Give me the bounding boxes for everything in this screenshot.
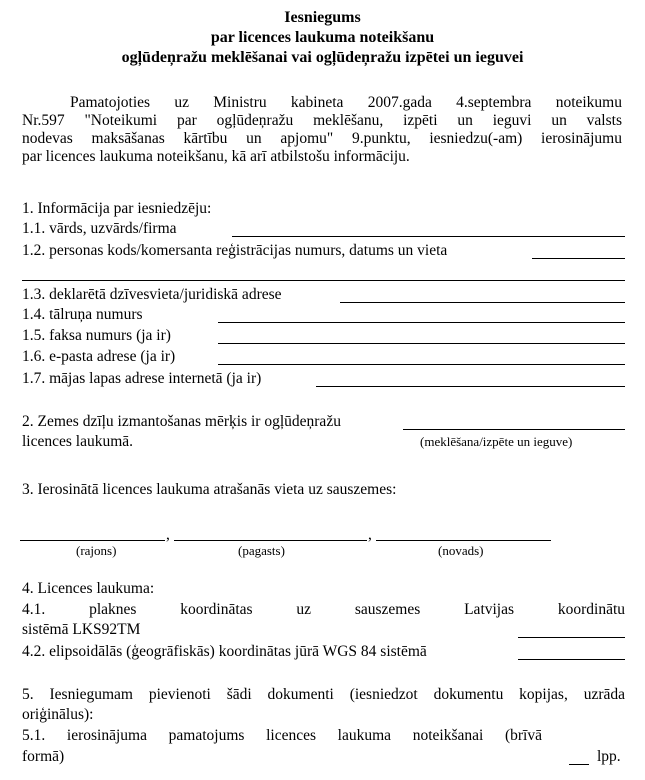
field-line-name[interactable] <box>232 236 625 237</box>
field-line-sea-coords[interactable] <box>518 659 625 660</box>
field-line-plane-coords[interactable] <box>518 637 625 638</box>
section-2-purpose: 2. Zemes dzīļu izmantošanas mērķis ir ogļūdeņražu <box>22 413 341 430</box>
intro-line: nodevas maksāšanas kārtību un apjomu" 9.punktu, iesniedzu(-am) ierosinājumu <box>22 130 622 147</box>
pages-label: lpp. <box>597 748 621 765</box>
field-line-pagasts[interactable] <box>174 540 367 541</box>
justification-line: 5.1. ierosinājuma pamatojums licences laukuma noteikšanai (brīvā <box>22 727 542 744</box>
section-5-heading <box>22 686 625 704</box>
field-line-page-count[interactable] <box>569 764 589 765</box>
field-label-phone: 1.4. tālruņa numurs <box>22 306 143 323</box>
field-line-purpose[interactable] <box>403 429 625 430</box>
intro-paragraph <box>22 94 622 166</box>
caption-rajons: (rajons) <box>76 543 117 558</box>
field-line-novads[interactable] <box>376 540 551 541</box>
field-label-registration: 1.2. personas kods/komersanta reģistrācijas numurs, datums un vieta <box>22 242 448 259</box>
comma: , <box>166 526 170 543</box>
field-label-plane-coords <box>22 601 625 619</box>
field-label-fax: 1.5. faksa numurs (ja ir) <box>22 327 171 344</box>
document-title: Iesniegums <box>284 9 361 26</box>
caption-pagasts: (pagasts) <box>238 543 285 558</box>
section-2-purpose-cont: licences laukumā. <box>22 433 134 450</box>
caption-novads: (novads) <box>438 543 484 558</box>
section-5-line-2: oriģinālus): <box>22 706 94 723</box>
document-subtitle-2: ogļūdeņražu meklēšanai vai ogļūdeņražu izpētei un ieguvei <box>121 49 524 66</box>
section-4-heading: 4. Licences laukuma: <box>22 580 155 597</box>
intro-line: Pamatojoties uz Ministru kabineta 2007.gada 4.septembra noteikumu <box>70 94 622 111</box>
document-subtitle: par licences laukuma noteikšanu <box>210 29 435 46</box>
justification-line-2: formā) <box>22 748 65 765</box>
field-label-name: 1.1. vārds, uzvārds/firma <box>22 220 177 237</box>
field-line-registration[interactable] <box>532 258 625 259</box>
plane-coords-line-2: sistēmā LKS92TM <box>22 621 141 638</box>
field-line-rajons[interactable] <box>20 540 165 541</box>
field-line-registration-cont[interactable] <box>22 280 625 281</box>
plane-coords-line: 4.1. plaknes koordinātas uz sauszemes Latvijas koordinātu <box>22 601 625 618</box>
field-line-email[interactable] <box>218 364 625 365</box>
intro-line: Nr.597 "Noteikumi par ogļūdeņražu meklēšanu, izpēti un ieguvi un valsts <box>22 112 622 129</box>
field-label-sea-coords: 4.2. elipsoidālās (ģeogrāfiskās) koordinātas jūrā WGS 84 sistēmā <box>22 643 427 660</box>
field-line-phone[interactable] <box>218 322 625 323</box>
section-3-heading: 3. Ierosinātā licences laukuma atrašanās vieta uz sauszemes: <box>22 481 397 498</box>
field-line-fax[interactable] <box>218 343 625 344</box>
intro-line: par licences laukuma noteikšanu, kā arī atbilstošu informāciju. <box>22 148 410 165</box>
field-line-website[interactable] <box>316 386 625 387</box>
comma: , <box>368 526 372 543</box>
field-line-address[interactable] <box>340 302 625 303</box>
field-label-justification <box>22 727 542 745</box>
purpose-caption: (meklēšana/izpēte un ieguve) <box>420 434 573 449</box>
section-5-line: 5. Iesniegumam pievienoti šādi dokumenti (iesniedzot dokumentu kopijas, uzrāda <box>22 686 625 703</box>
section-1-heading: 1. Informācija par iesniedzēju: <box>22 200 212 217</box>
field-label-website: 1.7. mājas lapas adrese internetā (ja ir) <box>22 370 262 387</box>
field-label-email: 1.6. e-pasta adrese (ja ir) <box>22 348 176 365</box>
field-label-address: 1.3. deklarētā dzīvesvieta/juridiskā adrese <box>22 286 282 303</box>
